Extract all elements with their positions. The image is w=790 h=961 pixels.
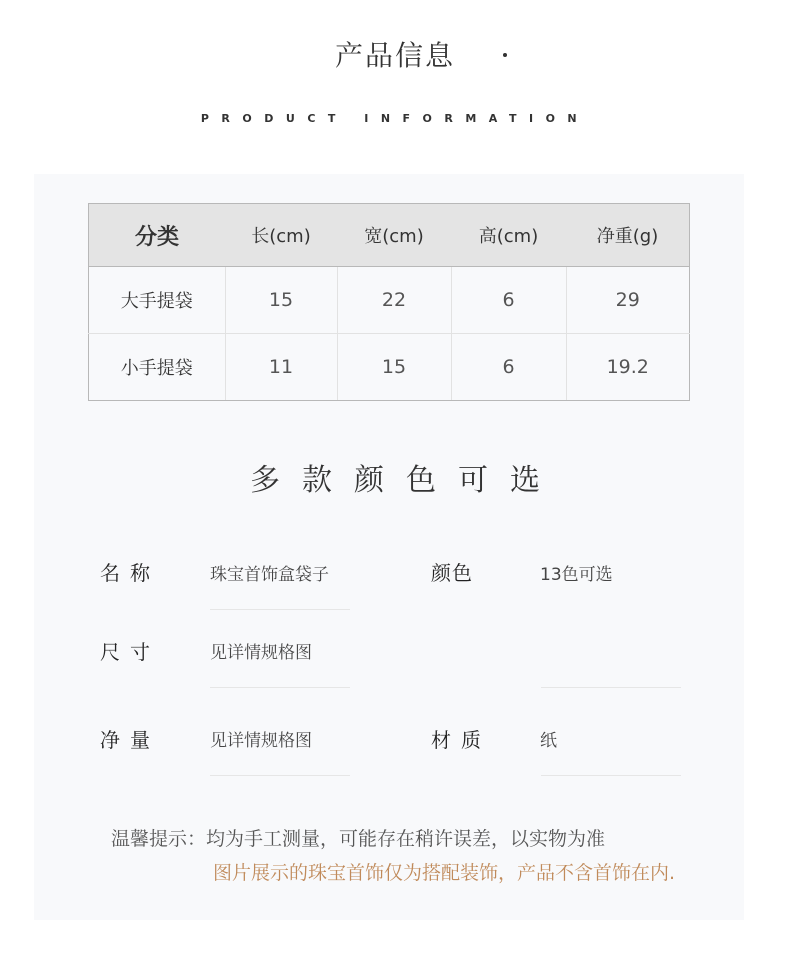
cell-length: 11 — [225, 334, 337, 401]
name-underline — [210, 609, 350, 610]
weight-underline — [210, 775, 350, 776]
col-header-category: 分类 — [89, 204, 226, 267]
spec-table — [88, 203, 690, 401]
cell-weight: 29 — [566, 267, 690, 334]
title-dot-decoration — [503, 53, 507, 57]
cell-length: 15 — [225, 267, 337, 334]
color-label: 颜色 — [431, 561, 473, 585]
col-header-height: 高(cm) — [451, 204, 566, 267]
notice-line-1: 温馨提示：均为手工测量，可能存在稍许误差，以实物为准 — [111, 828, 606, 850]
page-subtitle: PRODUCT INFORMATION — [200, 112, 590, 125]
table-row — [89, 334, 690, 401]
cell-width: 22 — [337, 267, 451, 334]
size-value: 见详情规格图 — [210, 643, 312, 663]
material-underline — [541, 775, 681, 776]
name-value: 珠宝首饰盒袋子 — [210, 565, 329, 585]
size-underline — [210, 687, 350, 688]
page-title: 产品信息 — [334, 39, 455, 72]
size-right-underline — [541, 687, 681, 688]
col-header-length: 长(cm) — [225, 204, 337, 267]
name-label: 名称 — [100, 561, 160, 585]
weight-value: 见详情规格图 — [210, 731, 312, 751]
cell-category: 小手提袋 — [89, 334, 226, 401]
cell-height: 6 — [451, 334, 566, 401]
color-value: 13色可选 — [540, 565, 613, 585]
cell-height: 6 — [451, 267, 566, 334]
spec-table-header-row — [89, 204, 690, 267]
weight-label: 净量 — [100, 728, 160, 752]
material-label: 材质 — [431, 728, 491, 752]
col-header-weight: 净重(g) — [566, 204, 690, 267]
notice-line-2: 图片展示的珠宝首饰仅为搭配装饰，产品不含首饰在内. — [213, 862, 676, 884]
cell-width: 15 — [337, 334, 451, 401]
col-header-width: 宽(cm) — [337, 204, 451, 267]
cell-weight: 19.2 — [566, 334, 690, 401]
material-value: 纸 — [540, 731, 557, 751]
table-row — [89, 267, 690, 334]
cell-category: 大手提袋 — [89, 267, 226, 334]
size-label: 尺寸 — [100, 640, 160, 664]
colors-heading: 多款颜色可选 — [250, 463, 562, 498]
